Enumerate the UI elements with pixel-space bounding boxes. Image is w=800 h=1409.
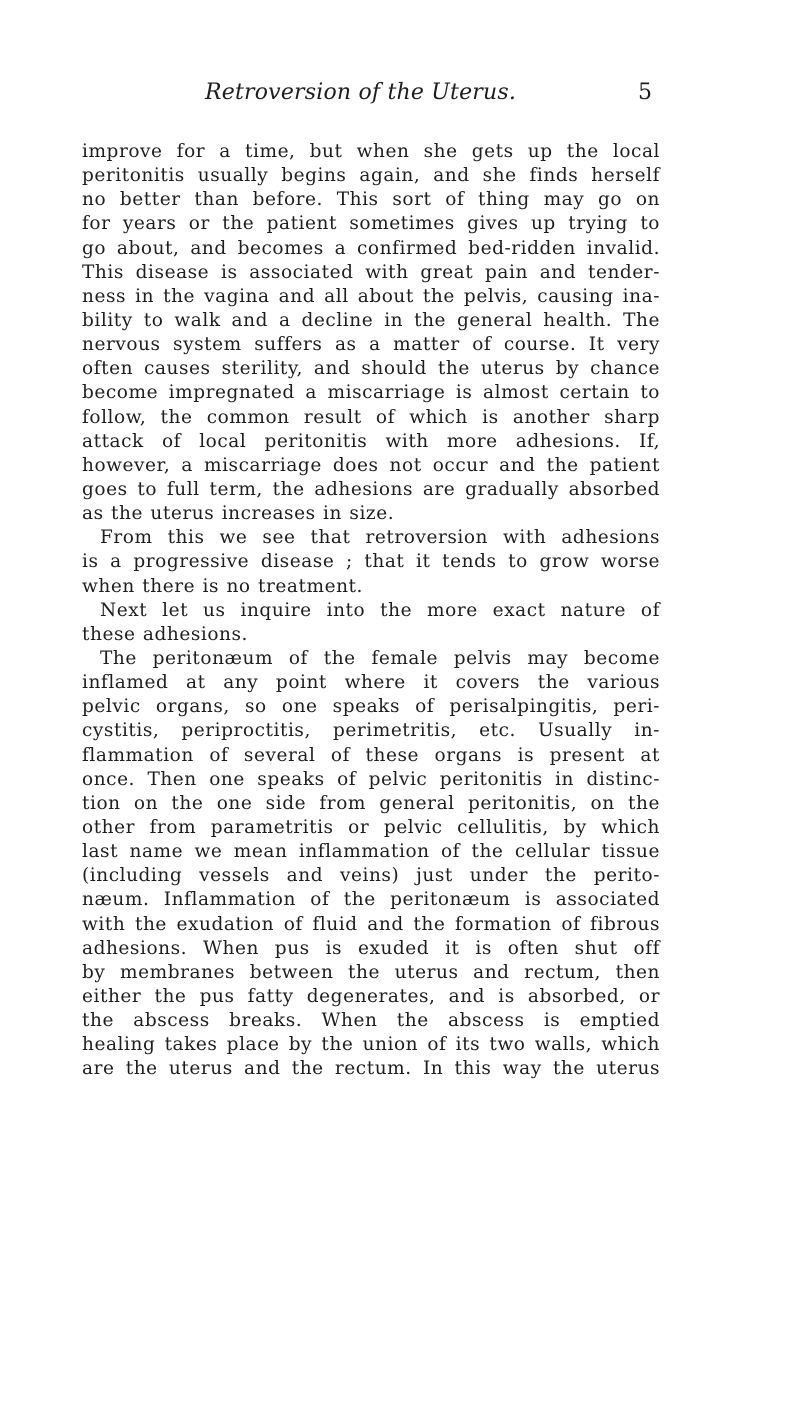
text-line: attack of local peritonitis with more adhesions. If, xyxy=(82,430,660,452)
text-line: are the uterus and the rectum. In this way the uterus xyxy=(82,1058,660,1080)
text-line: follow, the common result of which is another sharp xyxy=(82,406,660,428)
text-line: The peritonæum of the female pelvis may become xyxy=(100,647,660,669)
text-line: is a progressive disease ; that it tends to grow worse xyxy=(82,551,660,573)
text-line: pelvic organs, so one speaks of perisalpingitis, peri- xyxy=(82,696,660,718)
text-line: adhesions. When pus is exuded it is often shut off xyxy=(82,937,660,959)
text-line: last name we mean inflammation of the cellular tissue xyxy=(82,841,660,863)
text-line: the abscess breaks. When the abscess is emptied xyxy=(82,1010,660,1032)
text-line: once. Then one speaks of pelvic peritonitis in distinc- xyxy=(82,768,660,790)
text-line: ness in the vagina and all about the pelvis, causing ina- xyxy=(82,285,660,307)
text-line: cystitis, periproctitis, perimetritis, etc. Usually in- xyxy=(82,720,660,742)
text-line: healing takes place by the union of its two walls, which xyxy=(82,1034,660,1056)
text-line: other from parametritis or pelvic cellulitis, by which xyxy=(82,816,660,838)
text-line: for years or the patient sometimes gives up trying to xyxy=(82,213,660,235)
text-line: often causes sterility, and should the uterus by chance xyxy=(82,358,660,380)
text-line: either the pus fatty degenerates, and is absorbed, or xyxy=(82,985,660,1007)
text-line: peritonitis usually begins again, and she finds herself xyxy=(82,165,660,187)
text-line: however, a miscarriage does not occur and the patient xyxy=(82,454,660,476)
body-text xyxy=(82,140,660,1081)
text-line: when there is no treatment. xyxy=(82,575,363,597)
running-head-title: Retroversion of the Uterus. xyxy=(205,80,517,105)
text-line: tion on the one side from general peritonitis, on the xyxy=(82,792,660,814)
text-line: inflamed at any point where it covers the various xyxy=(82,672,660,694)
text-line: improve for a time, but when she gets up the local xyxy=(82,141,660,162)
text-line: From this we see that retroversion with adhesions xyxy=(100,527,660,549)
page-header xyxy=(82,80,652,120)
text-line: Next let us inquire into the more exact nature of xyxy=(100,599,660,621)
text-line: flammation of several of these organs is present at xyxy=(82,744,660,766)
text-line: become impregnated a miscarriage is almost certain to xyxy=(82,382,660,404)
text-line: no better than before. This sort of thing may go on xyxy=(82,189,660,211)
text-line: (including vessels and veins) just under the perito- xyxy=(82,865,660,887)
text-line: næum. Inflammation of the peritonæum is associated xyxy=(82,889,660,911)
page-number: 5 xyxy=(638,80,652,105)
text-line: these adhesions. xyxy=(82,623,248,645)
text-line: as the uterus increases in size. xyxy=(82,503,395,525)
text-line: goes to full term, the adhesions are gradually absorbed xyxy=(82,478,660,500)
text-line: nervous system suffers as a matter of course. It very xyxy=(82,334,660,356)
text-line: bility to walk and a decline in the general health. The xyxy=(82,309,660,331)
text-line: with the exudation of fluid and the formation of fibrous xyxy=(82,913,660,935)
text-line: This disease is associated with great pain and tender- xyxy=(82,261,660,283)
text-line: by membranes between the uterus and rectum, then xyxy=(82,961,660,983)
text-line: go about, and becomes a confirmed bed-ridden invalid. xyxy=(82,237,660,259)
